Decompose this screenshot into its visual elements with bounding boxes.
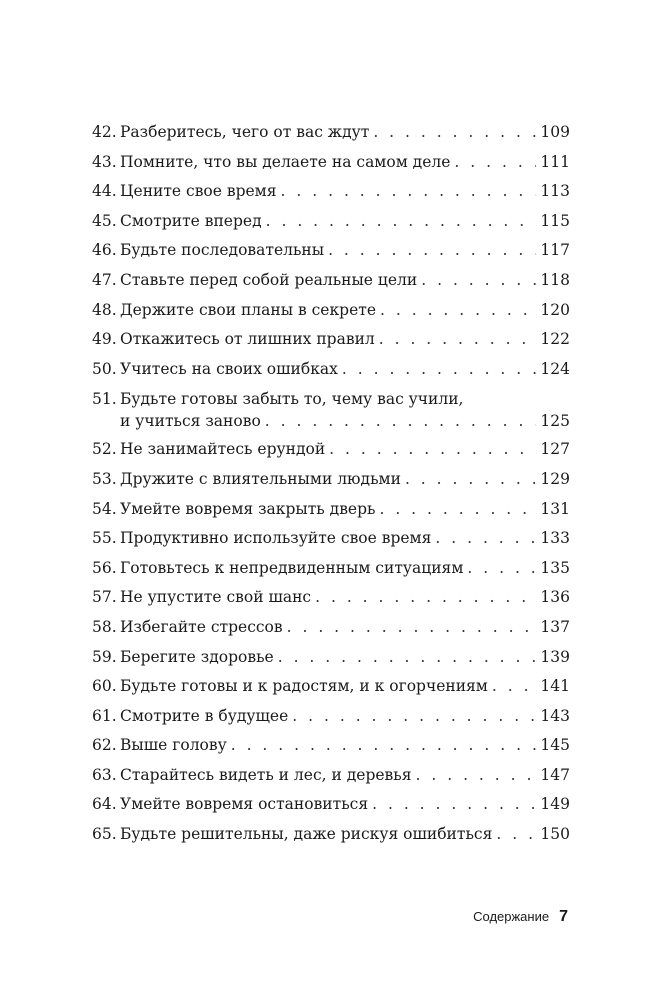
toc-entry — [92, 524, 570, 554]
dot-leader — [496, 820, 536, 850]
toc-entry — [92, 761, 570, 791]
toc-entry-title: Умейте вовремя остановиться — [120, 795, 369, 814]
dot-leader — [421, 266, 536, 296]
toc-entry — [92, 296, 570, 326]
dot-leader — [373, 118, 536, 148]
toc-entry — [92, 643, 570, 673]
toc-entry-title: Цените свое время — [120, 182, 277, 201]
toc-entry-page: 149 — [540, 795, 570, 814]
toc-entry — [92, 672, 570, 702]
running-footer-label: Содержание — [473, 909, 550, 924]
toc-entry-number: 51. — [92, 390, 117, 409]
toc-entry-title: Умейте вовремя закрыть дверь — [120, 499, 376, 518]
toc-entry-number: 60. — [92, 677, 117, 696]
toc-entry-number: 63. — [92, 765, 117, 784]
toc-entry-title: Смотрите в будущее — [120, 706, 289, 725]
toc-entry-page: 147 — [540, 765, 570, 784]
toc-entry-page: 141 — [540, 677, 570, 696]
toc-entry-title: Будьте решительны, даже рискуя ошибиться — [120, 825, 493, 844]
toc-entry-title: Будьте готовы и к радостям, и к огорчениям — [120, 677, 488, 696]
toc-entry-title: Продуктивно используйте свое время — [120, 529, 432, 548]
dot-leader — [492, 672, 537, 702]
dot-leader — [416, 761, 537, 791]
dot-leader — [266, 207, 537, 237]
toc-entry-page: 120 — [540, 300, 570, 319]
toc-entry — [92, 384, 570, 435]
toc-entry — [92, 731, 570, 761]
dot-leader — [372, 790, 536, 820]
dot-leader — [287, 613, 537, 643]
toc-entry — [92, 177, 570, 207]
toc-entry-title: Будьте готовы забыть то, чему вас учили, — [120, 390, 464, 409]
toc-entry-title: Откажитесь от лишних правил — [120, 330, 375, 349]
toc-entry-number: 62. — [92, 736, 117, 755]
toc-entry-page: 111 — [540, 152, 570, 171]
dot-leader — [329, 435, 536, 465]
toc-entry-title: Держите свои планы в секрете — [120, 300, 377, 319]
toc-entry — [92, 435, 570, 465]
toc-entry-title: Старайтесь видеть и лес, и деревья — [120, 765, 412, 784]
dot-leader — [328, 236, 536, 266]
toc-entry-number: 59. — [92, 647, 117, 666]
toc-entry-number: 53. — [92, 469, 117, 488]
dot-leader — [379, 325, 537, 355]
toc-entry-page: 113 — [540, 182, 570, 201]
toc-entry-page: 124 — [540, 359, 570, 378]
toc-entry — [92, 236, 570, 266]
toc-entry-number: 65. — [92, 825, 117, 844]
toc-entry — [92, 583, 570, 613]
toc-entry-number: 48. — [92, 300, 117, 319]
toc-entry-number: 57. — [92, 588, 117, 607]
toc-entry-title: Учитесь на своих ошибках — [120, 359, 338, 378]
toc-entry-title: Будьте последовательны — [120, 241, 325, 260]
toc-entry — [92, 702, 570, 732]
toc-entry-page: 115 — [540, 211, 570, 230]
toc-entry-page: 133 — [540, 529, 570, 548]
toc-entry-page: 129 — [540, 469, 570, 488]
toc-entry-title: Не занимайтесь ерундой — [120, 440, 326, 459]
toc-entry — [92, 495, 570, 525]
toc-entry-number: 55. — [92, 529, 117, 548]
toc-entry-title: Ставьте перед собой реальные цели — [120, 270, 418, 289]
toc-entry — [92, 148, 570, 178]
toc-entry-page: 109 — [540, 123, 570, 141]
dot-leader — [292, 702, 536, 732]
dot-leader — [315, 583, 536, 613]
toc-entry — [92, 554, 570, 584]
toc-entry-number: 54. — [92, 499, 117, 518]
toc-entry-title: Смотрите вперед — [120, 211, 262, 230]
dot-leader — [265, 410, 537, 432]
toc-entry-number: 44. — [92, 182, 117, 201]
toc-entry-page: 139 — [540, 647, 570, 666]
dot-leader — [278, 643, 537, 673]
toc-entry-number: 64. — [92, 795, 117, 814]
toc-entry — [92, 465, 570, 495]
toc-entry-page: 136 — [540, 588, 570, 607]
toc-entry-title: Разберитесь, чего от вас ждут — [120, 123, 370, 141]
toc-entry-page: 143 — [540, 706, 570, 725]
toc-entry-title: Готовьтесь к непредвиденным ситуациям — [120, 558, 464, 577]
dot-leader — [454, 148, 536, 178]
dot-leader — [467, 554, 536, 584]
toc-entry — [92, 207, 570, 237]
toc-entry-page: 127 — [540, 440, 570, 459]
dot-leader — [380, 296, 536, 326]
table-of-contents — [92, 118, 570, 850]
toc-entry-title: Избегайте стрессов — [120, 617, 283, 636]
toc-entry-number: 52. — [92, 440, 117, 459]
toc-entry — [92, 355, 570, 385]
toc-entry-number: 47. — [92, 270, 117, 289]
toc-entry-number: 43. — [92, 152, 117, 171]
toc-entry-number: 50. — [92, 359, 117, 378]
toc-entry — [92, 118, 570, 148]
toc-entry — [92, 266, 570, 296]
toc-entry-page: 125 — [540, 412, 570, 431]
toc-entry — [92, 325, 570, 355]
toc-entry-title: Не упустите свой шанс — [120, 588, 312, 607]
toc-entry-page: 145 — [540, 736, 570, 755]
toc-entry-page: 122 — [540, 330, 570, 349]
toc-entry-title-continuation: и учиться заново — [120, 412, 261, 431]
toc-entry-page: 137 — [540, 617, 570, 636]
dot-leader — [405, 465, 536, 495]
toc-entry-number: 45. — [92, 211, 117, 230]
toc-entry-page: 131 — [540, 499, 570, 518]
toc-entry-number: 56. — [92, 558, 117, 577]
dot-leader — [342, 355, 537, 385]
toc-entry-number: 58. — [92, 617, 117, 636]
toc-entry-page: 135 — [540, 558, 570, 577]
toc-entry-number: 61. — [92, 706, 117, 725]
toc-entry-page: 150 — [540, 825, 570, 844]
page-footer — [473, 908, 568, 926]
toc-entry-number: 46. — [92, 241, 117, 260]
page-number: 7 — [559, 908, 568, 925]
toc-entry-page: 118 — [540, 270, 570, 289]
dot-leader — [435, 524, 536, 554]
dot-leader — [379, 495, 536, 525]
dot-leader — [231, 731, 537, 761]
toc-entry-title: Помните, что вы делаете на самом деле — [120, 152, 451, 171]
toc-entry-title: Берегите здоровье — [120, 647, 274, 666]
toc-entry-title: Выше голову — [120, 736, 227, 755]
toc-entry-page: 117 — [540, 241, 570, 260]
dot-leader — [281, 177, 537, 207]
toc-entry — [92, 613, 570, 643]
toc-entry — [92, 820, 570, 850]
toc-entry-number: 49. — [92, 330, 117, 349]
toc-entry-number: 42. — [92, 123, 117, 141]
toc-entry — [92, 790, 570, 820]
toc-entry-title: Дружите с влиятельными людьми — [120, 469, 401, 488]
